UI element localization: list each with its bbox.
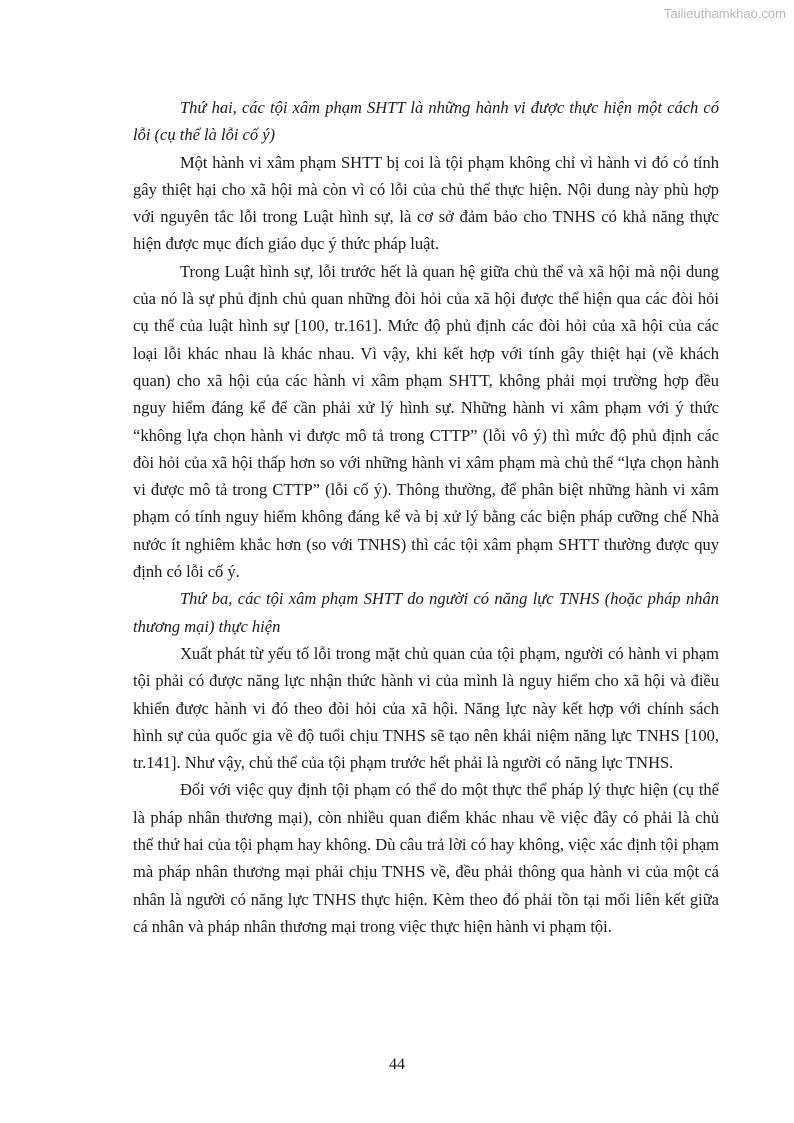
body-paragraph: Xuất phát từ yếu tố lỗi trong mặt chủ quan của tội phạm, người có hành vi phạm tội phải có được năng lực nhận thức hành vi của mình là nguy hiểm cho xã hội và điều khiển được hành vi đó theo đòi hỏi của xã hội. Năng lực này kết hợp với chính sách hình sự của quốc gia về độ tuổi chịu TNHS sẽ tạo nên khái niệm năng lực TNHS [100, tr.141]. Như vậy, chủ thể của tội phạm trước hết phải là người có năng lực TNHS.	[133, 643, 719, 773]
page-number: 44	[389, 1056, 405, 1073]
section-heading-second: Thứ hai, các tội xâm phạm SHTT là những hành vi được thực hiện một cách có lỗi (cụ thể là lỗi cố ý)	[133, 98, 719, 145]
body-paragraph: Trong Luật hình sự, lỗi trước hết là quan hệ giữa chủ thể và xã hội mà nội dung của nó là sự phủ định chủ quan những đòi hỏi của xã hội được thể hiện qua các đòi hỏi cụ thể của luật hình sự [100, tr.161]. Mức độ phủ định các đòi hỏi của xã hội của các loại lỗi khác nhau là khác nhau. Vì vậy, khi kết hợp với tính gây thiệt hại (về khách quan) cho xã hội của các hành vi xâm phạm SHTT, không phải mọi trường hợp đều nguy hiểm đáng kể để cần phải xử lý hình sự. Những hành vi xâm phạm với ý thức “không lựa chọn hành vi được mô tả trong CTTP” (lỗi vô ý) thì mức độ phủ định các đòi hỏi của xã hội thấp hơn so với những hành vi xâm phạm mà chủ thể “lựa chọn hành vi được mô tả trong CTTP” (lỗi cố ý). Thông thường, để phân biệt những hành vi xâm phạm có tính nguy hiểm không đáng kể và bị xử lý bằng các biện pháp cưỡng chế Nhà nước ít nghiêm khắc hơn (so với TNHS) thì các tội xâm phạm SHTT thường được quy định có lỗi cố ý.	[133, 261, 719, 582]
body-paragraph: Một hành vi xâm phạm SHTT bị coi là tội phạm không chỉ vì hành vi đó có tính gây thiệt hại cho xã hội mà còn vì có lỗi của chủ thể thực hiện. Nội dung này phù hợp với nguyên tắc lỗi trong Luật hình sự, là cơ sở đảm bảo cho TNHS có khả năng thực hiện được mục đích giáo dục ý thức pháp luật.	[133, 152, 719, 254]
page-body	[133, 94, 719, 940]
body-paragraph: Đối với việc quy định tội phạm có thể do một thực thể pháp lý thực hiện (cụ thể là pháp nhân thương mại), còn nhiều quan điểm khác nhau về việc đây có phải là chủ thể thứ hai của tội phạm hay không. Dù câu trả lời có hay không, việc xác định tội phạm mà pháp nhân thương mại phải chịu TNHS về, đều phải thông qua hành vi của một cá nhân là người có năng lực TNHS thực hiện. Kèm theo đó phải tồn tại mối liên kết giữa cá nhân và pháp nhân thương mại trong việc thực hiện hành vi phạm tội.	[133, 780, 719, 936]
watermark: Tailieuthamkhao.com	[663, 6, 786, 21]
section-heading-third: Thứ ba, các tội xâm phạm SHTT do người có năng lực TNHS (hoặc pháp nhân thương mại) thực hiện	[133, 589, 719, 636]
